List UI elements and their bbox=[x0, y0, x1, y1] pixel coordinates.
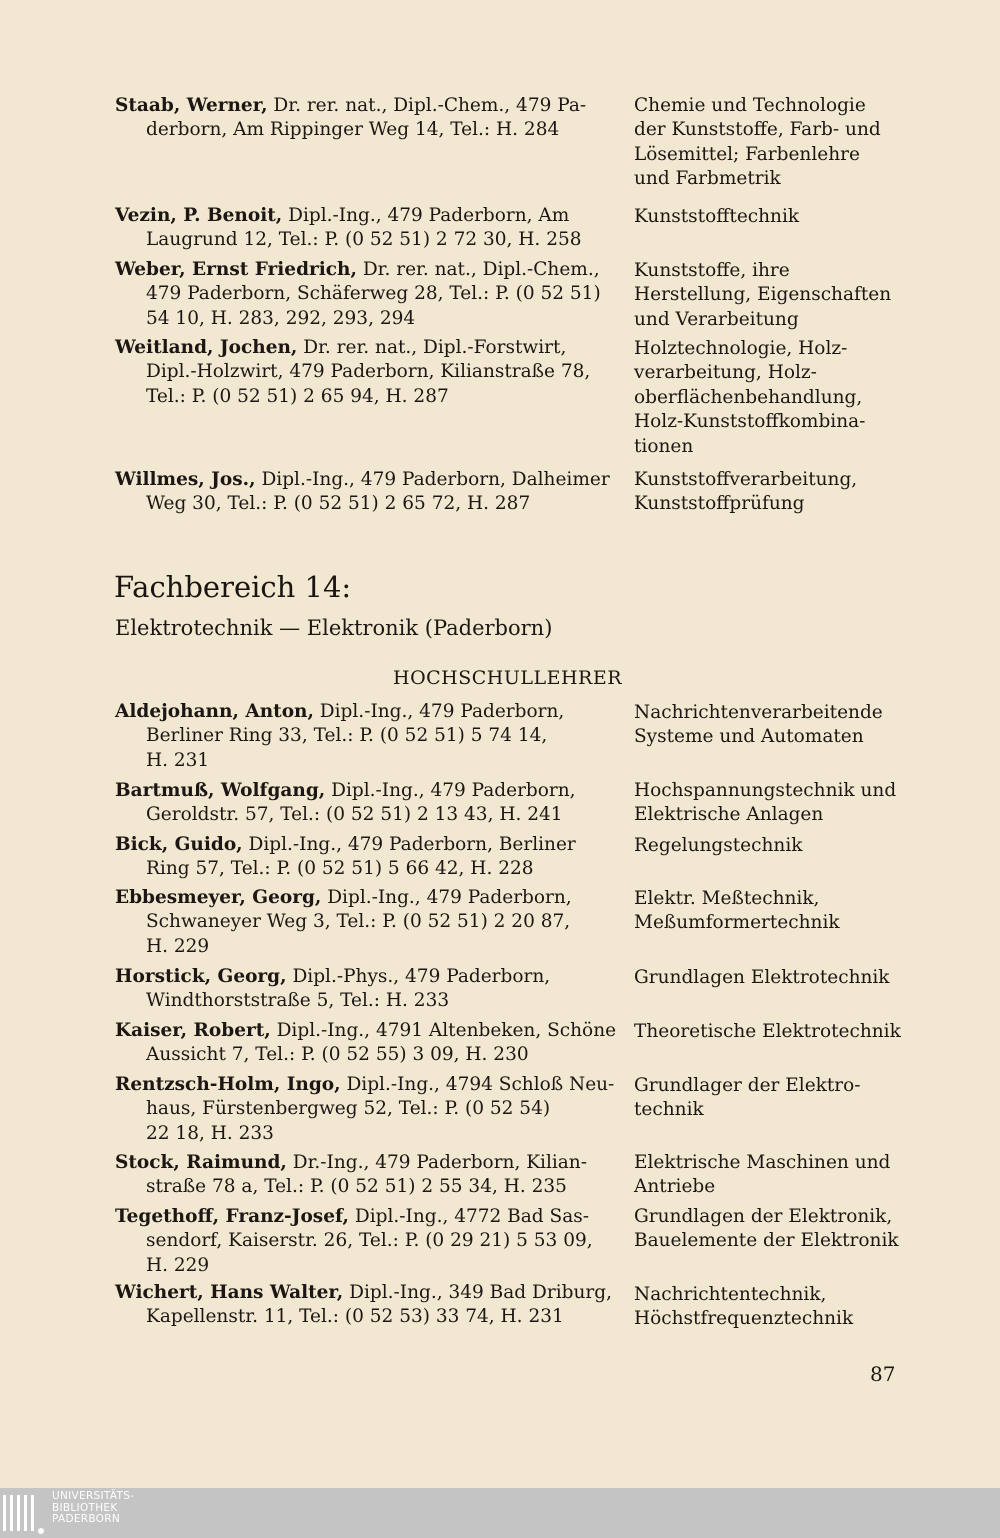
entry-detail-line: Dipl.-Ing., 479 Paderborn, Am bbox=[282, 205, 570, 226]
entry-field bbox=[634, 1020, 974, 1044]
entry-field-line: Kunststofftechnik bbox=[634, 206, 800, 227]
entry-detail-line: Dipl.-Ing., 479 Paderborn, Berliner bbox=[242, 834, 576, 855]
entry-field-line: Nachrichtenverarbeitende bbox=[634, 702, 883, 723]
entry-detail-line: Kapellenstr. 11, Tel.: (0 52 53) 33 74, H. 231 bbox=[146, 1306, 564, 1328]
library-footer bbox=[0, 1488, 1000, 1538]
entry-detail-line: Dipl.-Ing., 479 Paderborn, bbox=[313, 701, 565, 722]
entry-contact bbox=[115, 204, 605, 253]
entry-field-line: oberflächenbehandlung, bbox=[634, 386, 863, 408]
entry-name: Tegethoff, Franz-Josef, bbox=[115, 1206, 349, 1227]
entry-contact bbox=[115, 833, 605, 882]
entry-contact bbox=[115, 94, 605, 143]
entry-name: Weitland, Jochen, bbox=[115, 337, 298, 358]
entry-field bbox=[634, 94, 974, 192]
entry-field bbox=[634, 966, 974, 990]
entry-field bbox=[634, 1151, 974, 1200]
entry-field-line: der Kunststoffe, Farb- und bbox=[634, 119, 881, 141]
entry-field-line: Holztechnologie, Holz- bbox=[634, 338, 848, 359]
entry-detail-line: H. 231 bbox=[146, 749, 210, 771]
entry-detail-line: Dipl.-Holzwirt, 479 Paderborn, Kilianstraße 78, bbox=[146, 361, 591, 383]
entry-contact bbox=[115, 700, 605, 773]
entry-field-line: und Verarbeitung bbox=[634, 308, 799, 330]
page-number: 87 bbox=[870, 1362, 896, 1386]
entry-field-line: Holz-Kunststoffkombina- bbox=[634, 411, 866, 433]
entry-field-line: tionen bbox=[634, 435, 694, 457]
entry-detail-line: sendorf, Kaiserstr. 26, Tel.: P. (0 29 21) 5 53 09, bbox=[146, 1230, 593, 1252]
entry-field bbox=[634, 259, 974, 332]
entry-name: Willmes, Jos., bbox=[115, 469, 256, 490]
entry-field-line: verarbeitung, Holz- bbox=[634, 362, 817, 384]
entry-name: Stock, Raimund, bbox=[115, 1152, 287, 1173]
library-logo-icon bbox=[3, 1491, 45, 1535]
entry-name: Bartmuß, Wolfgang, bbox=[115, 780, 326, 801]
entry-name: Weber, Ernst Friedrich, bbox=[115, 259, 357, 280]
entry-contact bbox=[115, 1019, 617, 1068]
entry-detail-line: Dipl.-Ing., 479 Paderborn, bbox=[321, 887, 572, 908]
entry-detail-line: 54 10, H. 283, 292, 293, 294 bbox=[146, 307, 416, 329]
entry-detail-line: Dr. rer. nat., Dipl.-Chem., 479 Pa- bbox=[267, 95, 587, 116]
entry-field-line: Grundlagen der Elektronik, bbox=[634, 1206, 893, 1227]
entry-name: Rentzsch-Holm, Ingo, bbox=[115, 1074, 341, 1095]
entry-detail-line: Dipl.-Ing., 4794 Schloß Neu- bbox=[340, 1074, 615, 1095]
section-title: Fachbereich 14: bbox=[114, 570, 352, 604]
entry-contact bbox=[115, 1151, 605, 1200]
entry-detail-line: Berliner Ring 33, Tel.: P. (0 52 51) 5 74 14, bbox=[146, 725, 548, 747]
entry-detail-line: 22 18, H. 233 bbox=[146, 1122, 274, 1144]
entry-detail-line: Dr. rer. nat., Dipl.-Forstwirt, bbox=[297, 337, 567, 358]
entry-detail-line: derborn, Am Rippinger Weg 14, Tel.: H. 284 bbox=[146, 119, 560, 141]
entry-field-line: Bauelemente der Elektronik bbox=[634, 1230, 899, 1252]
entry-contact bbox=[115, 886, 605, 959]
entry-contact bbox=[115, 779, 605, 828]
entry-detail-line: Dipl.-Ing., 349 Bad Driburg, bbox=[343, 1282, 612, 1303]
entry-contact bbox=[115, 1281, 612, 1330]
entry-contact bbox=[115, 1205, 605, 1278]
entry-detail-line: Weg 30, Tel.: P. (0 52 51) 2 65 72, H. 287 bbox=[146, 493, 531, 515]
entry-field-line: und Farbmetrik bbox=[634, 168, 781, 190]
entry-field-line: Kunststoffverarbeitung, bbox=[634, 469, 858, 490]
entry-field bbox=[634, 834, 974, 858]
entry-name: Ebbesmeyer, Georg, bbox=[115, 887, 322, 908]
entry-name: Aldejohann, Anton, bbox=[115, 701, 314, 722]
entry-detail-line: haus, Fürstenbergweg 52, Tel.: P. (0 52 54) bbox=[146, 1098, 551, 1120]
entry-field-line: Regelungstechnik bbox=[634, 835, 803, 856]
library-logo-text: UNIVERSITÄTS- BIBLIOTHEK PADERBORN bbox=[52, 1490, 135, 1525]
entry-detail-line: Dipl.-Phys., 479 Paderborn, bbox=[286, 966, 551, 987]
entry-detail-line: Schwaneyer Weg 3, Tel.: P. (0 52 51) 2 20 87, bbox=[146, 911, 571, 933]
entry-field-line: Grundlager der Elektro- bbox=[634, 1075, 861, 1096]
entry-field-line: Systeme und Automaten bbox=[634, 726, 864, 748]
entry-field-line: Höchstfrequenztechnik bbox=[634, 1308, 854, 1330]
entry-field-line: Kunststoffprüfung bbox=[634, 493, 805, 515]
section-heading: HOCHSCHULLEHRER bbox=[393, 667, 623, 689]
entry-field-line: Kunststoffe, ihre bbox=[634, 260, 790, 281]
entry-contact bbox=[115, 258, 605, 331]
entry-field-line: technik bbox=[634, 1099, 704, 1121]
entry-field-line: Lösemittel; Farbenlehre bbox=[634, 143, 860, 165]
entry-field-line: Elektrische Maschinen und bbox=[634, 1152, 891, 1173]
entry-field-line: Grundlagen Elektrotechnik bbox=[634, 967, 890, 988]
entry-detail-line: H. 229 bbox=[146, 935, 210, 957]
entry-name: Wichert, Hans Walter, bbox=[115, 1282, 344, 1303]
entry-detail-line: Windthorststraße 5, Tel.: H. 233 bbox=[146, 990, 450, 1012]
entry-detail-line: Dipl.-Ing., 4791 Altenbeken, Schöne bbox=[270, 1020, 617, 1041]
entry-field bbox=[634, 701, 974, 750]
entry-field bbox=[634, 1074, 974, 1123]
entry-field bbox=[634, 887, 974, 936]
entry-field bbox=[634, 205, 974, 229]
entry-detail-line: Dipl.-Ing., 479 Paderborn, bbox=[325, 780, 576, 801]
entry-field bbox=[634, 468, 974, 517]
entry-field bbox=[634, 337, 974, 459]
entry-field-line: Herstellung, Eigenschaften bbox=[634, 284, 892, 306]
entry-name: Kaiser, Robert, bbox=[115, 1020, 271, 1041]
entry-detail-line: Dr.-Ing., 479 Paderborn, Kilian- bbox=[286, 1152, 587, 1173]
entry-field-line: Nachrichtentechnik, bbox=[634, 1284, 827, 1305]
entry-detail-line: straße 78 a, Tel.: P. (0 52 51) 2 55 34, H. 235 bbox=[146, 1176, 567, 1198]
entry-field-line: Chemie und Technologie bbox=[634, 95, 866, 116]
entry-detail-line: 479 Paderborn, Schäferweg 28, Tel.: P. (0 52 51) bbox=[146, 283, 601, 305]
entry-field bbox=[634, 779, 974, 828]
entry-detail-line: Dr. rer. nat., Dipl.-Chem., bbox=[356, 259, 600, 280]
entry-detail-line: Aussicht 7, Tel.: P. (0 52 55) 3 09, H. 230 bbox=[146, 1044, 529, 1066]
entry-detail-line: Tel.: P. (0 52 51) 2 65 94, H. 287 bbox=[146, 385, 449, 407]
entry-field-line: Antriebe bbox=[634, 1176, 716, 1198]
entry-field-line: Elektrische Anlagen bbox=[634, 804, 824, 826]
entry-detail-line: Ring 57, Tel.: P. (0 52 51) 5 66 42, H. 228 bbox=[146, 858, 534, 880]
entry-detail-line: Dipl.-Ing., 4772 Bad Sas- bbox=[348, 1206, 589, 1227]
entry-field-line: Elektr. Meßtechnik, bbox=[634, 888, 820, 909]
entry-name: Bick, Guido, bbox=[115, 834, 243, 855]
entry-field-line: Theoretische Elektrotechnik bbox=[634, 1021, 901, 1042]
entry-contact bbox=[115, 468, 610, 517]
entry-name: Horstick, Georg, bbox=[115, 966, 287, 987]
entry-contact bbox=[115, 336, 605, 409]
entry-detail-line: H. 229 bbox=[146, 1254, 210, 1276]
entry-field bbox=[634, 1283, 974, 1332]
entry-detail-line: Geroldstr. 57, Tel.: (0 52 51) 2 13 43, H. 241 bbox=[146, 804, 563, 826]
entry-field-line: Meßumformertechnik bbox=[634, 912, 840, 934]
entry-detail-line: Laugrund 12, Tel.: P. (0 52 51) 2 72 30, H. 258 bbox=[146, 229, 582, 251]
entry-contact bbox=[115, 1073, 615, 1146]
section-subtitle: Elektrotechnik — Elektronik (Paderborn) bbox=[115, 616, 553, 640]
entry-name: Staab, Werner, bbox=[115, 95, 268, 116]
entry-field bbox=[634, 1205, 974, 1254]
entry-detail-line: Dipl.-Ing., 479 Paderborn, Dalheimer bbox=[255, 469, 610, 490]
entry-name: Vezin, P. Benoit, bbox=[115, 205, 283, 226]
entry-contact bbox=[115, 965, 605, 1014]
entry-field-line: Hochspannungstechnik und bbox=[634, 780, 897, 801]
